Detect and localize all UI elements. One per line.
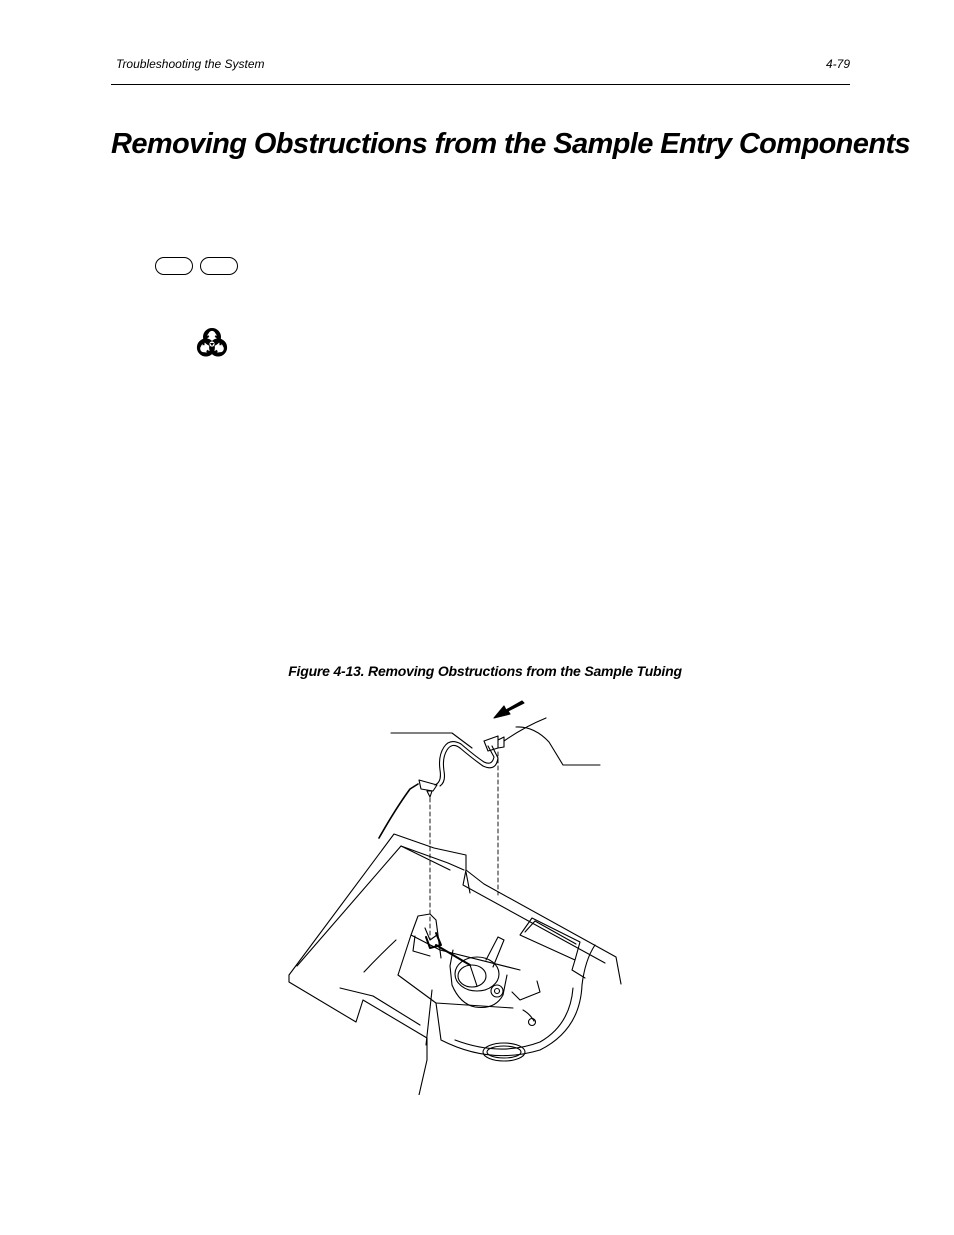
arrow-icon bbox=[494, 701, 524, 718]
running-header-title: Troubleshooting the System bbox=[116, 57, 265, 71]
figure-caption: Figure 4-13. Removing Obstructions from the Sample Tubing bbox=[288, 663, 682, 679]
biohazard-icon bbox=[192, 326, 232, 362]
leader-line bbox=[391, 733, 472, 748]
leader-line bbox=[516, 727, 600, 765]
blank-key-icon bbox=[200, 257, 238, 275]
blank-key-icon bbox=[155, 257, 193, 275]
page-number: 4-79 bbox=[826, 57, 851, 71]
section-heading: Removing Obstructions from the Sample Entry Components bbox=[111, 128, 911, 160]
keypad-keys-icon bbox=[155, 257, 241, 277]
header-divider bbox=[111, 84, 850, 85]
sample-tubing-illustration bbox=[280, 695, 640, 1095]
